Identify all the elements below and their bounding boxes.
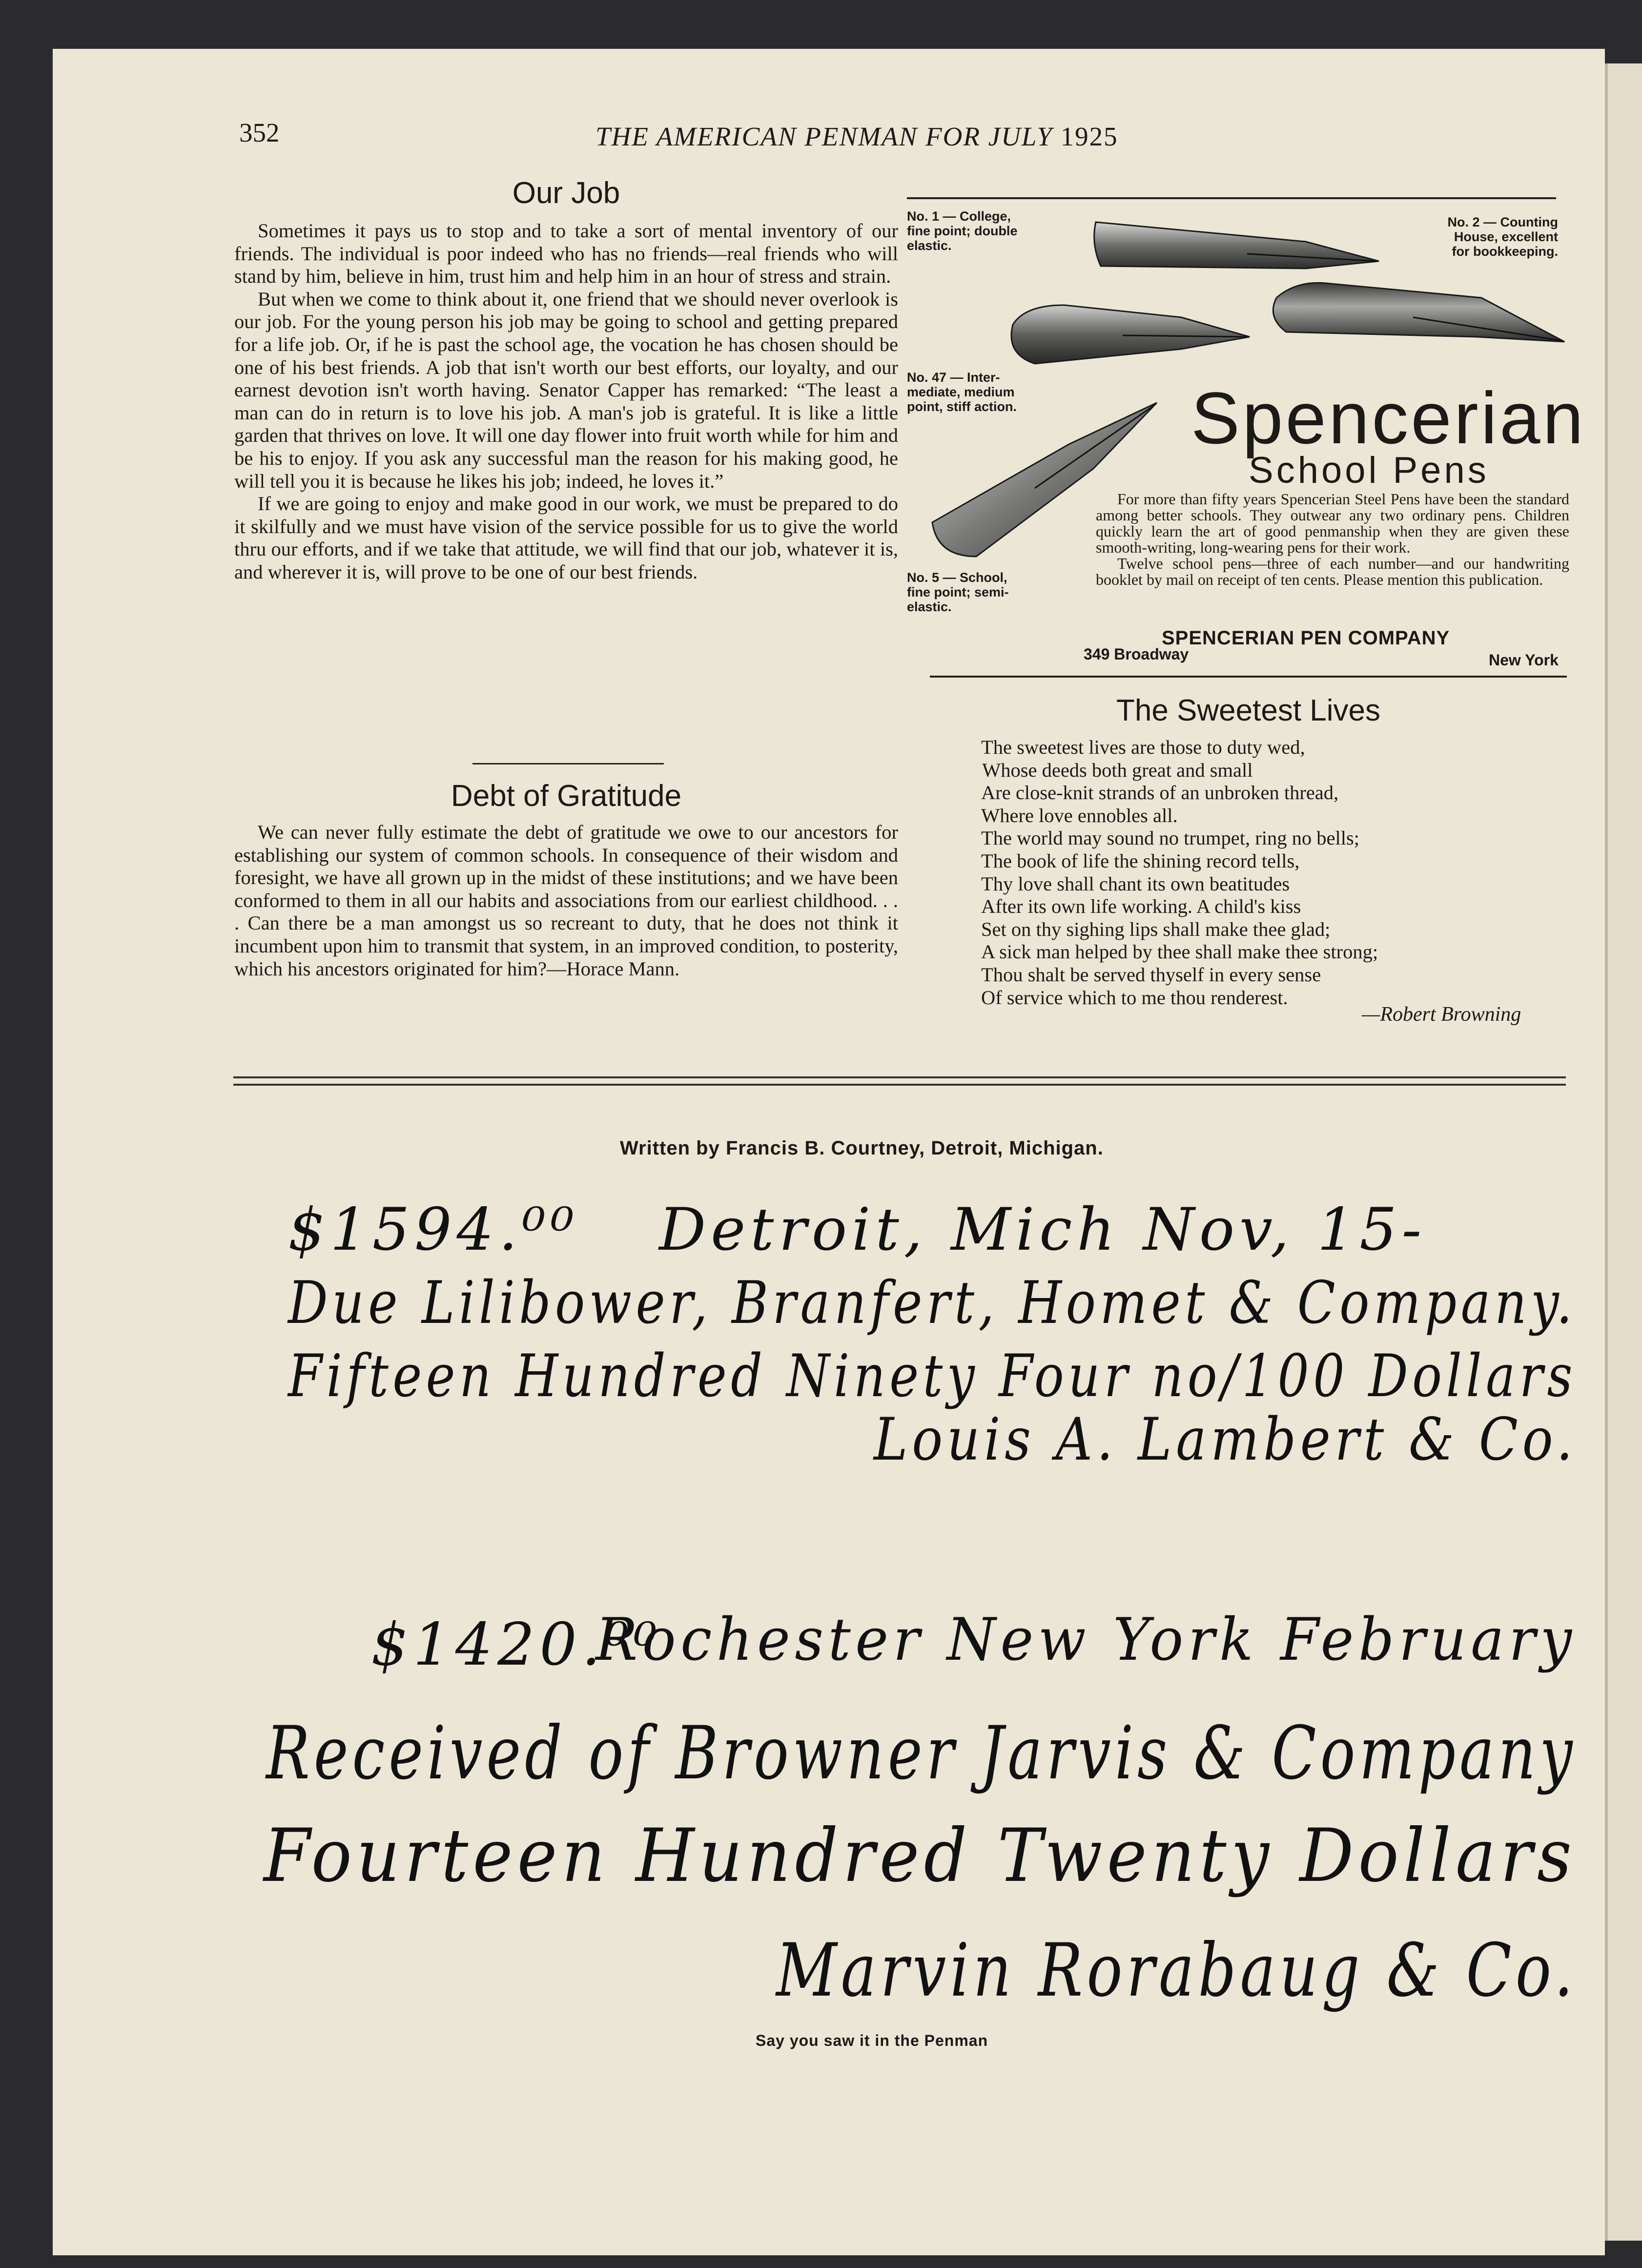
page-number: 352 [239, 118, 280, 147]
section-double-rule-bottom [233, 1084, 1566, 1086]
poem-line: Set on thy sighing lips shall make thee glad; [981, 918, 1331, 940]
poem-line: The sweetest lives are those to duty wed, [981, 736, 1305, 758]
our-job-paragraph: But when we come to think about it, one friend that we should never overlook is our job. For the young person his job may be going to school and getting prepared for a life job. Or, if he is past the school age, the vocation he has chosen should be one of his best friends. A job that isn't worth our best efforts, our loyalty, and our earnest devotion isn't worth having. Senator Capper has remarked: “The least a man can do in return is to love his job. A man's job is grateful. It is like a little garden that thrives on love. It will one day flower into fruit worth while for him and be his to enjoy. If you ask any successful man the reason for his making good, he will tell you it is because he likes his job; indeed, he loves it.” [234, 288, 898, 492]
running-title: THE AMERICAN PENMAN FOR JULY 1925 [595, 122, 1118, 151]
poem-attribution: —Robert Browning [1362, 1003, 1521, 1026]
note2-payee-line: Received of Browner Jarvis & Company [266, 1711, 1577, 1796]
sweetest-lives-title: The Sweetest Lives [1116, 694, 1381, 727]
note2-place-date: Rochester New York February [595, 1606, 1577, 1674]
poem-line: After its own life working. A child's kiss [981, 895, 1301, 918]
pen-nib-no47-illustration [1006, 295, 1254, 373]
note1-place-date: Detroit, Mich Nov, 15- [659, 1196, 1427, 1264]
note2-amount: $1420.⁰⁰ [371, 1611, 662, 1679]
section-double-rule-top [233, 1076, 1566, 1078]
ad-city: New York [1489, 651, 1559, 669]
ad-body-copy: For more than fifty years Spencerian Steel Pens have been the standard among better schools. They outwear any two ordinary pens. Children quickly learn the art of good penmanship when they are given these smooth-writing, long-wearing pens for their work. Twelve school pens—three of each number—and our handwriting booklet by mail on receipt of ten cents. Please mention this publication. [1096, 490, 1569, 588]
ad-address: 349 Broadway [1084, 645, 1189, 663]
pen-label-no5: No. 5 — School, fine point; semi- elastic. [907, 570, 1009, 614]
debt-of-gratitude-paragraph: We can never fully estimate the debt of gratitude we owe to our ancestors for establishing our system of common schools. In consequence of their wisdom and foresight, we have all grown up in the midst of these institutions; and we have been conformed to them in all our habits and associations from our earliest childhood. . . . Can there be a man amongst us so recreant to duty, that he does not think it incumbent upon him to transmit that system, in an improved condition, to posterity, which his ancestors originated for him?—Horace Mann. [234, 821, 898, 980]
poem-line: Of service which to me thou renderest. [981, 986, 1288, 1009]
ad-top-rule [907, 197, 1556, 199]
footer-line: Say you saw it in the Penman [756, 2032, 988, 2049]
debt-of-gratitude-title: Debt of Gratitude [451, 779, 682, 813]
ad-subbrand-name: School Pens [1249, 450, 1489, 491]
poem-line: Whose deeds both great and small [982, 759, 1253, 781]
penmanship-credit: Written by Francis B. Courtney, Detroit, Michigan. [620, 1137, 1104, 1159]
note1-amount: $1594.⁰⁰ [288, 1196, 579, 1264]
note1-signature: Louis A. Lambert & Co. [874, 1406, 1577, 1474]
poem-line: Where love ennobles all. [981, 804, 1178, 826]
pen-label-no1: No. 1 — College, fine point; double elastic. [907, 209, 1018, 253]
ad-company-name: SPENCERIAN PEN COMPANY [1162, 627, 1450, 649]
poem-line: Thou shalt be served thyself in every sense [981, 963, 1321, 986]
facing-page-edge [1605, 63, 1642, 2241]
section-divider [472, 763, 664, 764]
note2-amount-words: Fourteen Hundred Twenty Dollars [264, 1814, 1577, 1898]
poem-line: Thy love shall chant its own beatitudes [981, 872, 1290, 895]
pen-label-no2: No. 2 — Counting House, excellent for bookkeeping. [1447, 215, 1558, 259]
pen-nib-no2-illustration [1267, 278, 1569, 356]
our-job-title: Our Job [512, 176, 620, 210]
note2-signature: Marvin Rorabaug & Co. [776, 1928, 1577, 2013]
pen-nib-no1-illustration [1091, 207, 1384, 276]
note1-payee-line: Due Lilibower, Branfert, Homet & Company. [288, 1269, 1577, 1337]
our-job-paragraph: If we are going to enjoy and make good in our work, we must be prepared to do it skilfully and we must have vision of the service possible for us to give the world thru our efforts, and if we take that attitude, we will find that our job, whatever it is, and wherever it is, will prove to be one of our best friends. [234, 493, 898, 583]
our-job-article [234, 220, 898, 584]
note1-amount-words: Fifteen Hundred Ninety Four no/100 Dollars [288, 1342, 1577, 1410]
poem-line: A sick man helped by thee shall make thee strong; [981, 941, 1378, 963]
ad-brand-name: Spencerian [1191, 377, 1586, 459]
our-job-paragraph: Sometimes it pays us to stop and to take a sort of mental inventory of our friends. The individual is poor indeed who has no friends—real friends who will stand by him, believe in him, trust him and help him in an hour of stress and strain. [234, 220, 898, 288]
poem-line: The world may sound no trumpet, ring no bells; [981, 827, 1360, 849]
ad-bottom-rule [930, 676, 1567, 678]
debt-of-gratitude-article [234, 821, 898, 980]
poem-line: The book of life the shining record tells, [981, 849, 1300, 872]
pen-label-no47: No. 47 — Inter- mediate, medium point, stiff action. [907, 370, 1017, 414]
sweetest-lives-poem [981, 736, 1378, 1009]
poem-line: Are close-knit strands of an unbroken thread, [981, 782, 1339, 804]
